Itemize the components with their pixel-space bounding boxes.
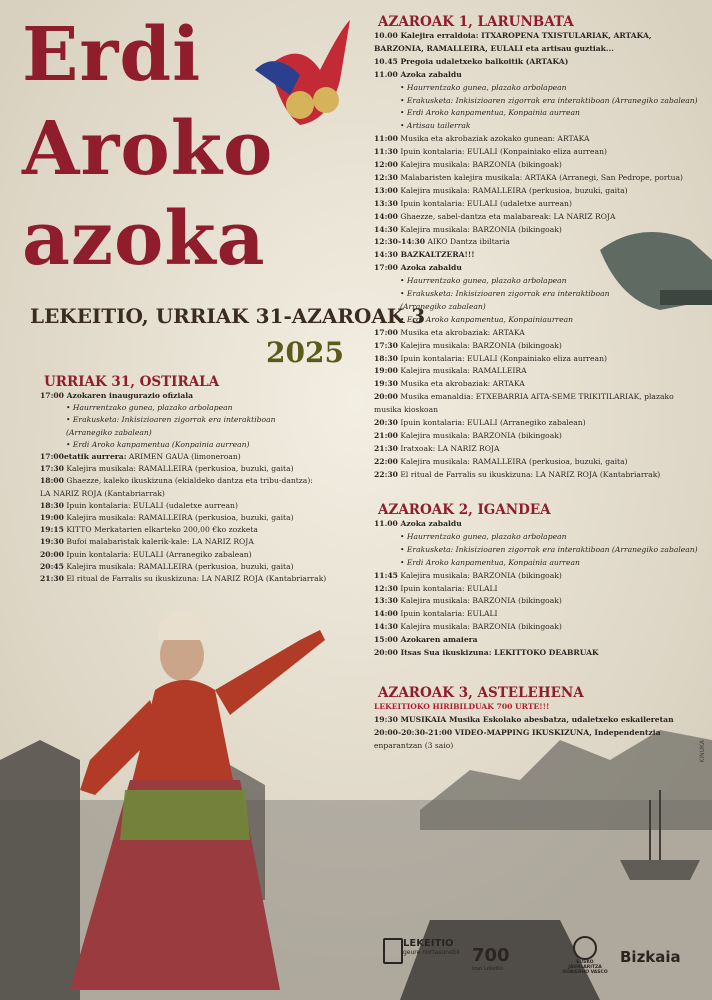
schedule-time: 14:00: [374, 609, 398, 619]
schedule-time: 12:30-14:30: [374, 237, 426, 247]
schedule-text: Ipuin kontalaria: EULALI (Konpainiako eliza aurrean): [400, 353, 607, 363]
schedule-time: 11:00: [374, 134, 398, 144]
schedule-text: • Erdi Aroko kanpamentua (Konpainia aurrean): [66, 439, 250, 449]
schedule-time: 14:30: [374, 224, 398, 234]
schedule-text: Kalejira musikala: RAMALLEIRA (perkusioa, buzuki, gaita): [400, 185, 628, 195]
artist-credit: KINUKA: [699, 740, 706, 763]
bizkaia-logo: [620, 948, 681, 966]
schedule-text: Ipuin kontalaria: EULALI (Konpainiako eliza aurrean): [400, 147, 607, 157]
schedule-item: [374, 225, 562, 234]
anniversary-sub: Izan Lekeitio: [472, 966, 504, 972]
schedule-item: [374, 366, 527, 375]
schedule-item: [40, 501, 238, 510]
schedule-time: 21:30: [40, 574, 64, 583]
schedule-text: Malabaristen kalejira musikala: ARTAKA (Arranegi, San Pedrope, portua): [400, 172, 683, 182]
schedule-item: [374, 328, 525, 337]
schedule-text: El ritual de Farralis su ikuskizuna: LA NARIZ ROJA (Kantabriarrak): [66, 574, 327, 583]
schedule-item: [374, 134, 589, 143]
schedule-time: 12:30: [374, 172, 398, 182]
schedule-item: [374, 186, 628, 195]
schedule-text: LEKEITIOKO HIRIBILDUAK 700 URTE!!!: [374, 702, 550, 711]
lekeitio-logo-text: LEKEITIO: [403, 938, 454, 949]
schedule-text: • Erakusketa: Inkisizioaren zigorrak era interaktiboan (Arranegiko zabalean): [400, 95, 698, 105]
schedule-text: (Arranegiko zabalean): [400, 301, 486, 311]
schedule-item: [374, 212, 615, 221]
schedule-text: MUSIKAIA Musika Eskolako abesbatza, udaletxeko eskaileretan: [400, 714, 674, 724]
schedule-time: 15:00: [374, 635, 398, 645]
schedule-text: Ipuin kontalaria: EULALI (udaletxe aurrean): [400, 198, 572, 208]
schedule-text: Iratxoak: LA NARIZ ROJA: [400, 443, 500, 453]
day-heading: URRIAK 31, OSTIRALA: [44, 374, 220, 390]
bizkaia-text: Bizkaia: [620, 948, 681, 966]
schedule-item: [400, 276, 567, 285]
poster-title-line-1: Erdi: [22, 12, 202, 98]
schedule-time: 13:00: [374, 185, 398, 195]
schedule-time: 13:30: [374, 198, 398, 208]
schedule-text: • Haurrentzako gunea, plazako arbolapean: [400, 276, 567, 286]
schedule-item: [374, 160, 562, 169]
schedule-text: • Erakusketa: Inkisizioaren zigorrak era interaktiboan (Arranegiko zabalean): [400, 544, 698, 554]
schedule-item: [374, 444, 500, 453]
schedule-time: 19:15: [40, 525, 64, 535]
schedule-text: KITTO Merkatarien elkarteko 200,00 €ko zozketa: [66, 525, 258, 535]
schedule-item: [374, 648, 599, 657]
schedule-text: Musika emanaldia: ETXEBARRIA AITA-SEME TRIKITILARIAK, plazako: [400, 392, 674, 402]
schedule-time: 21:30: [374, 443, 398, 453]
schedule-text: • Haurrentzako gunea, plazako arbolapean: [400, 531, 567, 541]
schedule-item: [40, 525, 258, 534]
schedule-text: Kalejira musikala: RAMALLEIRA: [400, 366, 527, 376]
schedule-text: Kalejira musikala: RAMALLEIRA (perkusioa, buzuki, gaita): [66, 513, 294, 522]
lekeitio-logo-sub: geure nortasunetik: [403, 949, 461, 956]
schedule-item: [66, 403, 233, 412]
schedule-item: [374, 584, 498, 593]
schedule-text: Kalejira musikala: BARZONIA (bikingoak): [400, 570, 562, 580]
schedule-item: [40, 550, 252, 559]
schedule-time: 17:00: [374, 327, 398, 337]
schedule-text: Musika eta akrobaziak: ARTAKA: [400, 379, 525, 389]
schedule-item: [374, 70, 462, 79]
schedule-text: Musika eta akrobaziak azokako gunean: ARTAKA: [400, 134, 590, 144]
schedule-time: 19:00: [374, 366, 398, 376]
schedule-item: [374, 519, 462, 528]
government-seal-icon: [573, 936, 597, 960]
schedule-text: Ipuin kontalaria: EULALI: [400, 583, 498, 593]
schedule-time: 19:30: [40, 537, 64, 547]
schedule-text: Musika eta akrobaziak: ARTAKA: [400, 327, 525, 337]
schedule-text: • Haurrentzako gunea, plazako arbolapean: [66, 403, 233, 413]
schedule-text: • Erakusketa: Inkisizioaren zigorrak era interaktiboan: [400, 289, 610, 298]
schedule-item: [40, 537, 254, 546]
schedule-item: [66, 428, 152, 437]
schedule-time: 18:30: [40, 500, 64, 510]
schedule-time: 19:30: [374, 714, 398, 724]
poster-subtitle: LEKEITIO, URRIAK 31-AZAROAK 3: [30, 304, 426, 328]
government-text: EUSKO JAURLARITZA GOBIERNO VASCO: [562, 960, 608, 975]
schedule-text: Azokaren amaiera: [400, 635, 478, 645]
schedule-text: Ipuin kontalaria: EULALI (Arranegiko zabalean): [400, 418, 586, 427]
schedule-time: 10.00: [374, 31, 398, 40]
schedule-item: [66, 440, 249, 449]
schedule-text: Kalejira musikala: BARZONIA (bikingoak): [400, 622, 562, 632]
schedule-item: [374, 250, 475, 259]
schedule-text: • Erdi Aroko kanpamentua, Konpainiaurrean: [400, 314, 573, 324]
schedule-time: 17:00: [374, 263, 398, 273]
schedule-text: Ghaezze, sabel-dantza eta malabareak: LA NARIZ ROJA: [400, 211, 616, 221]
schedule-text: Kalejira musikala: BARZONIA (bikingoak): [400, 224, 562, 234]
schedule-item: [400, 96, 698, 105]
schedule-item: [374, 622, 562, 631]
schedule-text: Bufoi malabaristak kalerik-kale: LA NARIZ ROJA: [66, 537, 254, 547]
schedule-text: • Erakusketa: Inkisizioaren zigorrak era interaktiboan: [66, 415, 276, 425]
schedule-text: Kalejira musikala: RAMALLEIRA (perkusioa, buzuki, gaita): [66, 464, 294, 474]
schedule-item: [374, 571, 562, 580]
schedule-item: [40, 562, 294, 571]
schedule-time: 20:00: [40, 549, 64, 559]
schedule-time: 18:00: [40, 476, 64, 486]
schedule-item: [400, 121, 471, 130]
schedule-item: [40, 464, 294, 473]
schedule-item: [374, 609, 498, 618]
schedule-item: [374, 147, 607, 156]
schedule-time: 20:00: [374, 648, 398, 657]
schedule-time: 18:30: [374, 353, 398, 363]
schedule-time: 17:00: [40, 391, 64, 400]
schedule-text: Kalejira musikala: BARZONIA (bikingoak): [400, 340, 562, 350]
schedule-item: [374, 44, 614, 53]
schedule-time: 14:30: [374, 622, 398, 632]
lekeitio-shield-icon: [383, 938, 403, 964]
schedule-text: Kalejira musikala: BARZONIA (bikingoak): [400, 160, 562, 169]
day-heading: AZAROAK 2, IGANDEA: [378, 502, 551, 518]
schedule-item: [40, 452, 241, 461]
schedule-time: 21:00: [374, 430, 398, 440]
schedule-item: [374, 237, 510, 246]
schedule-text: Kalejira musikala: BARZONIA (bikingoak): [400, 430, 562, 440]
schedule-item: [374, 702, 549, 711]
schedule-text: Kalejira erraldoia: ITXAROPENA TXISTULARIAK, ARTAKA,: [400, 31, 652, 40]
schedule-item: [400, 108, 580, 117]
schedule-text: Azoka zabaldu: [400, 519, 462, 528]
schedule-text: Itsas Sua ikuskizuna: LEKITTOKO DEABRUAK: [400, 648, 599, 657]
schedule-time: 14:00: [374, 211, 398, 221]
schedule-item: [374, 263, 462, 272]
schedule-item: [400, 532, 567, 541]
schedule-time: 11:30: [374, 147, 398, 157]
schedule-time: 19:00: [40, 513, 64, 522]
schedule-item: [374, 431, 562, 440]
schedule-text: BARZONIA, RAMALLEIRA, EULALI eta artisau guztiak...: [374, 43, 614, 53]
schedule-item: [374, 728, 661, 737]
poster-year: 2025: [266, 336, 344, 369]
schedule-item: [40, 391, 193, 400]
schedule-text: VIDEO-MAPPING IKUSKIZUNA, Independentzia: [454, 727, 661, 737]
schedule-text: El ritual de Farralis su ikuskizuna: LA NARIZ ROJA (Kantabriarrak): [400, 469, 661, 479]
schedule-text: Ipuin kontalaria: EULALI (udaletxe aurrean): [66, 500, 238, 510]
anniversary-number: 700: [472, 945, 510, 966]
schedule-item: [374, 341, 562, 350]
schedule-item: [374, 418, 586, 427]
700-anniversary-logo: [472, 945, 542, 972]
schedule-item: [66, 415, 276, 424]
schedule-item: [374, 57, 568, 66]
schedule-time: 12:00: [374, 160, 398, 169]
schedule-text: musika kioskoan: [374, 405, 439, 415]
schedule-item: [400, 315, 573, 324]
schedule-time: 22:00: [374, 456, 398, 466]
schedule-text: • Erdi Aroko kanpamentua, Konpainia aurrean: [400, 557, 580, 567]
schedule-text: • Erdi Aroko kanpamentua, Konpainia aurrean: [400, 108, 580, 118]
schedule-text: enparantzan (3 saio): [374, 740, 454, 750]
schedule-time: 13:30: [374, 596, 398, 606]
schedule-item: [374, 741, 453, 750]
schedule-text: LA NARIZ ROJA (Kantabriarrak): [40, 488, 165, 498]
poster-title-line-3: azoka: [22, 196, 266, 282]
schedule-time: 11.00: [374, 69, 398, 79]
schedule-text: (Arranegiko zabalean): [66, 427, 152, 437]
schedule-item: [374, 457, 628, 466]
schedule-item: [400, 302, 486, 311]
schedule-item: [374, 379, 525, 388]
schedule-text: Kalejira musikala: BARZONIA (bikingoak): [400, 596, 562, 606]
schedule-item: [374, 405, 438, 414]
schedule-text: Kalejira musikala: RAMALLEIRA (perkusioa, buzuki, gaita): [66, 561, 294, 571]
basque-government-logo: [560, 936, 610, 975]
schedule-item: [400, 83, 567, 92]
schedule-time: 20:00-20:30-21:00: [374, 727, 453, 737]
schedule-item: [374, 354, 607, 363]
schedule-time: 17:30: [374, 340, 398, 350]
schedule-text: • Artisau tailerrak: [400, 121, 471, 131]
schedule-item: [374, 199, 572, 208]
schedule-item: [40, 489, 165, 498]
schedule-item: [374, 173, 683, 182]
schedule-text: Azokaren inaugurazio ofiziala: [66, 391, 194, 400]
day-heading: AZAROAK 1, LARUNBATA: [378, 14, 574, 30]
schedule-text: • Haurrentzako gunea, plazako arbolapean: [400, 82, 567, 92]
schedule-time: 17:00etatik aurrera:: [40, 452, 127, 461]
schedule-text: Kalejira musikala: RAMALLEIRA (perkusioa, buzuki, gaita): [400, 456, 628, 466]
schedule-text: AIKO Dantza ibiltaria: [427, 237, 510, 247]
schedule-item: [374, 596, 562, 605]
schedule-text: BAZKALTZERA!!!: [400, 250, 475, 260]
schedule-item: [374, 392, 674, 401]
schedule-text: Ipuin kontalaria: EULALI (Arranegiko zabalean): [66, 549, 252, 559]
day-heading: AZAROAK 3, ASTELEHENA: [378, 685, 584, 701]
schedule-time: 17:30: [40, 464, 64, 474]
schedule-item: [374, 470, 660, 479]
schedule-text: Ipuin kontalaria: EULALI: [400, 609, 498, 619]
schedule-text: Ghaezze, kaleko ikuskizuna (ekialdeko dantza eta tribu-dantza):: [66, 476, 313, 486]
schedule-item: [400, 558, 580, 567]
schedule-time: 22:30: [374, 469, 398, 479]
schedule-item: [374, 31, 652, 40]
schedule-item: [374, 715, 674, 724]
poster-title-line-2: Aroko: [22, 106, 274, 192]
schedule-time: 10.45: [374, 56, 398, 66]
schedule-item: [374, 635, 478, 644]
schedule-item: [40, 476, 313, 485]
schedule-time: 11:45: [374, 570, 398, 580]
schedule-text: Azoka zabaldu: [400, 263, 462, 273]
schedule-time: 19:30: [374, 379, 398, 389]
schedule-item: [40, 513, 294, 522]
schedule-time: 14:30: [374, 250, 398, 260]
schedule-item: [400, 289, 610, 298]
lekeitio-logo: [383, 938, 463, 956]
schedule-text: ARIMEN GAUA (limoneroan): [128, 452, 241, 461]
schedule-item: [400, 545, 698, 554]
schedule-time: 12:30: [374, 583, 398, 593]
schedule-time: 20:00: [374, 392, 398, 402]
schedule-time: 20:45: [40, 561, 64, 571]
schedule-text: Pregoia udaletxeko balkoitik (ARTAKA): [400, 56, 569, 66]
schedule-time: 20:30: [374, 418, 398, 427]
schedule-item: [40, 574, 326, 583]
schedule-time: 11.00: [374, 519, 398, 528]
schedule-text: Azoka zabaldu: [400, 69, 462, 79]
